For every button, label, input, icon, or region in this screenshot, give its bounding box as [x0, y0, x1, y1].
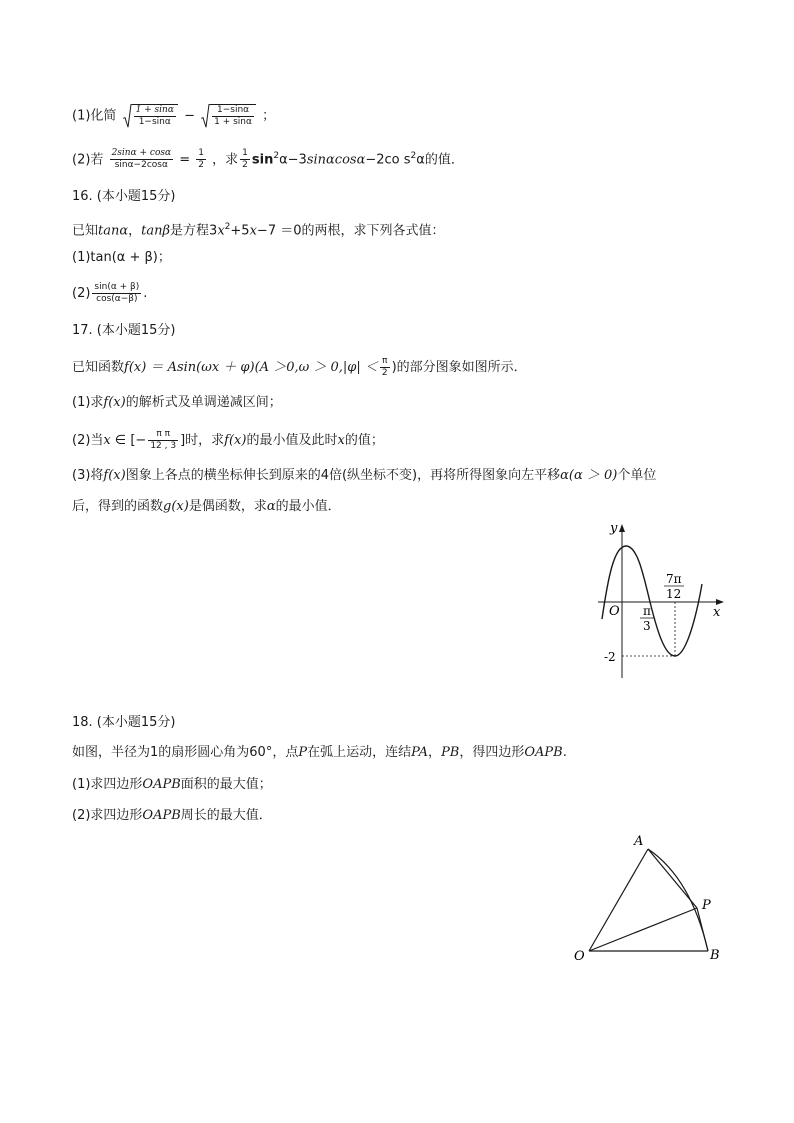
p18-question-1: (1)求四边形OAPB面积的最大值； — [72, 777, 272, 792]
p17-header: 17. (本小题15分) — [72, 323, 176, 338]
x-axis-label: x — [713, 605, 721, 620]
p18-stem: 如图，半径为1的扇形圆心角为60°，点P在弧上运动，连结PA，PB，得四边形OAPB. — [72, 745, 567, 760]
segment-pb — [697, 908, 708, 951]
p16-q2-fraction: $\frac{\sin(\alpha + \beta)}{\cos(\alpha-\beta)}$ — [94, 282, 140, 304]
p16-stem: 已知tanα，tanβ是方程$3x^2+5x-7 =0$的两根，求下列各式值： — [72, 222, 445, 239]
p15-q1-fraction-2: $\frac{1-\sin\alpha}{1 + \sin\alpha}$ — [214, 105, 252, 127]
p15-q1-prefix: (1)化简 — [72, 108, 117, 124]
origin-label: O — [609, 604, 620, 619]
y-axis-arrow-icon — [619, 524, 625, 532]
p17-question-3: (3)将f(x)图象上各点的横坐标伸长到原来的4倍(纵坐标不变)，再将所得图象向左平移α(α ＞ 0)个单位 — [72, 468, 657, 483]
p15-q2-expr-c: sinαcosα — [306, 152, 366, 168]
segment-pa — [648, 849, 697, 908]
p15-q2-prefix: (2)若 — [72, 152, 104, 168]
p17-question-1: (1)求f(x)的解析式及单调递减区间； — [72, 395, 282, 410]
p17-question-3-line-2: 后，得到的函数g(x)是偶函数，求α的最小值． — [72, 499, 341, 514]
p18-question-2: (2)求四边形OAPB周长的最大值． — [72, 808, 272, 823]
y-axis-label: y — [610, 521, 618, 536]
p15-q2-sin: sin — [251, 152, 274, 168]
seven-pi-denominator: 12 — [666, 587, 682, 601]
point-a-label: A — [634, 834, 644, 849]
minus-sign: − — [184, 108, 195, 124]
radical-sign-icon — [201, 104, 210, 128]
sine-curve — [602, 546, 702, 656]
sine-graph-figure — [592, 518, 732, 683]
p15-q1-fraction-1: $\frac{1 + \sin\alpha}{1-\sin\alpha}$ — [135, 105, 174, 127]
point-o-label: O — [574, 949, 585, 964]
p16-question-1: (1)tan(α + β)； — [72, 250, 171, 265]
p15-q2-expr-d: −2co s — [365, 152, 411, 168]
p15-question-1 — [72, 104, 275, 128]
point-b-label: B — [710, 948, 720, 963]
p15-q2-expr-e: α — [416, 152, 425, 168]
radical-sign-icon — [123, 104, 132, 128]
pi-over-3-numerator: π — [643, 604, 651, 618]
p15-q1-end: ； — [262, 108, 276, 124]
sqrt-expression-1 — [123, 104, 178, 128]
p15-q2-expr-b: α−3 — [279, 152, 307, 168]
p17-question-2: (2)当x ∈ [− $\frac{\text{π π}}{12 , 3}$ ]时，求f(x)的最小值及此时x的值； — [72, 429, 384, 451]
p18-header: 18. (本小题15分) — [72, 715, 176, 730]
p15-question-2: (2)若 $\frac{2\sin\alpha + \cos\alpha}{\sin\alpha-2\cos\alpha}$ = $\frac{1}{2}$ ，求 $\frac{1}{2}$ $\sin^2\alpha-3\sin\alpha\cos\alpha-2co$ $s^2\alpha$的值． — [72, 148, 464, 171]
p15-q2-fraction: $\frac{2\sin\alpha + \cos\alpha}{\sin\alpha-2\cos\alpha}$ — [111, 148, 172, 171]
p17-pi-over-2: $\frac{\pi}{2}$ — [381, 356, 388, 378]
p15-q2-end: 的值． — [424, 152, 464, 168]
equals-sign: = — [179, 152, 191, 168]
arc-ab — [648, 849, 708, 951]
min-value-label: -2 — [604, 650, 616, 664]
p15-q2-coefficient: $\frac{1}{2}$ — [242, 148, 248, 171]
sector-figure — [570, 830, 730, 970]
segment-op — [589, 908, 697, 951]
p17-stem: 已知函数f(x) ＝ Asin(ωx ＋ φ)(A ＞0,ω ＞ 0,|φ| ＜ $\frac{\pi}{2}$ )的部分图象如图所示． — [72, 356, 527, 378]
sqrt-expression-2 — [201, 104, 256, 128]
p15-q2-mid: ，求 — [212, 152, 239, 168]
pi-over-3-denominator: 3 — [643, 619, 651, 633]
segment-oa — [589, 849, 648, 951]
p16-header: 16. (本小题15分) — [72, 189, 176, 204]
point-p-label: P — [702, 898, 711, 913]
seven-pi-numerator: 7π — [666, 572, 682, 586]
p16-question-2: (2) $\frac{\sin(\alpha + \beta)}{\cos(\alpha-\beta)}$ . — [72, 282, 148, 304]
p15-q2-half: $\frac{1}{2}$ — [198, 148, 204, 171]
p17-q2-interval: $\frac{\text{π π}}{12 , 3}$ — [150, 429, 177, 451]
